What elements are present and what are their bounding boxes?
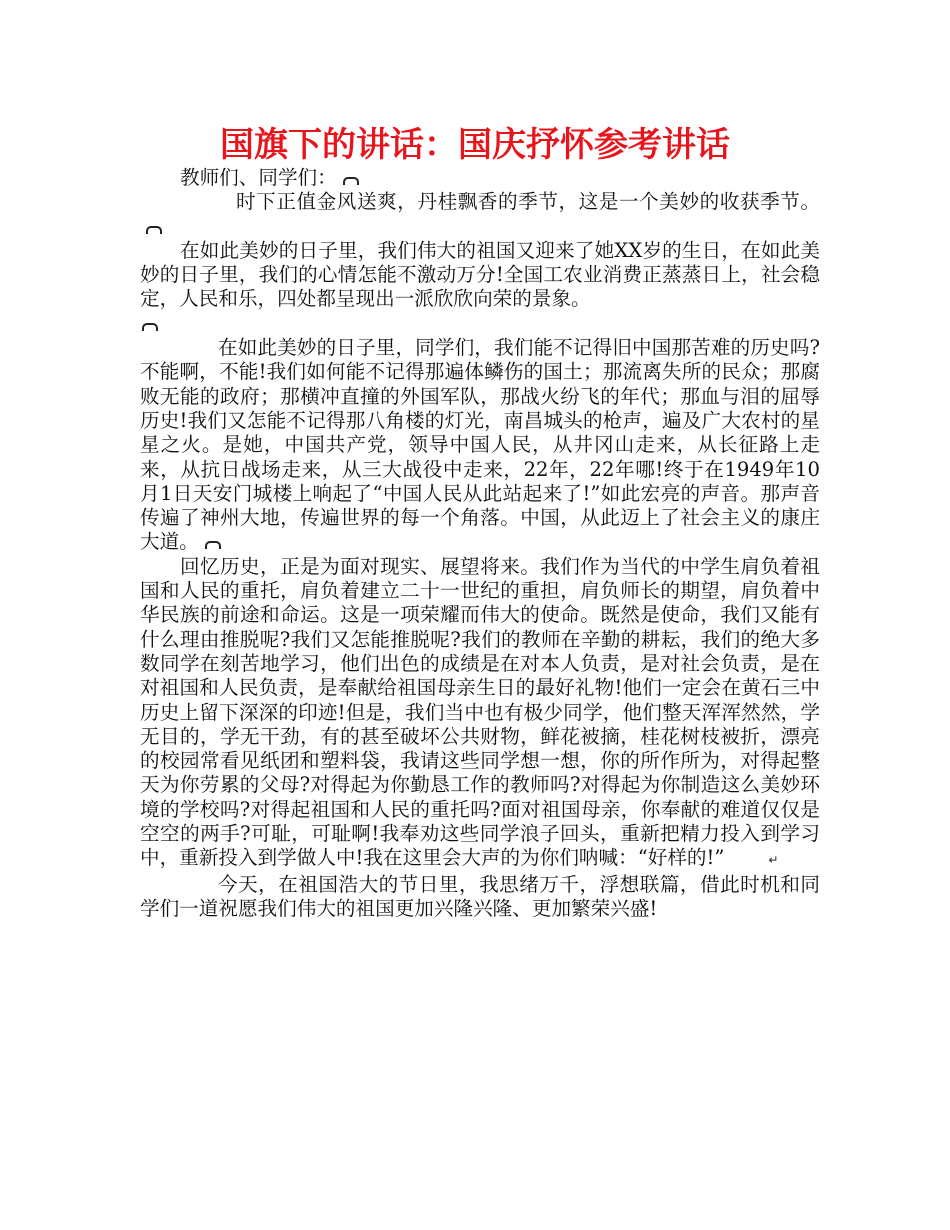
paragraph-mark-line — [140, 312, 820, 336]
paragraph-mark-icon — [343, 177, 359, 185]
paragraph-1 — [140, 190, 820, 239]
line-break-icon: ↵ — [768, 853, 779, 868]
document-title: 国旗下的讲话：国庆抒怀参考讲话 — [220, 125, 730, 165]
paragraph-2-text: 在如此美妙的日子里，我们伟大的祖国又迎来了她XX岁的生日，在如此美妙的日子里，我们的心情怎能不激动万分!全国工农业消费正蒸蒸日上，社会稳定，人民和乐，四处都呈现出一派欣欣向荣的景象。 — [140, 238, 820, 311]
paragraph-5-text: 今天，在祖国浩大的节日里，我思绪万千，浮想联篇，借此时机和同学们一道祝愿我们伟大的祖国更加兴隆兴隆、更加繁荣兴盛! — [140, 872, 820, 920]
paragraph-3-text: 在如此美妙的日子里，同学们，我们能不记得旧中国那苦难的历史吗?不能啊，不能!我们如何能不记得那遍体鳞伤的国土；那流离失所的民众；那腐败无能的政府；那横冲直撞的外国军队，那战火纷飞的年代；那血与泪的屈辱历史!我们又怎能不记得那八角楼的灯光，南昌城头的枪声，遍及广大农村的星星之火。是她，中国共产党，领导中国人民，从井冈山走来，从长征路上走来，从抗日战场走来，从三大战役中走来，22年，22年哪!终于在1949年10月1日天安门城楼上响起了“中国人民从此站起来了!”如此宏亮的声音。那声音传遍了神州大地，传遍世界的每一个角落。中国，从此迈上了社会主义的康庄大道。 — [140, 336, 820, 554]
document-body — [140, 166, 820, 921]
paragraph-mark-icon — [146, 226, 162, 234]
paragraph-mark-icon — [142, 323, 158, 331]
greeting-text: 教师们、同学们： — [180, 166, 337, 189]
paragraph-1-text: 时下正值金风送爽，丹桂飘香的季节，这是一个美妙的收获季节。 — [236, 190, 820, 214]
paragraph-4-text: 回忆历史，正是为面对现实、展望将来。我们作为当代的中学生肩负着祖国和人民的重托，肩负着建立二十一世纪的重担，肩负师长的期望，肩负着中华民族的前途和命运。这是一项荣耀而伟大的使命。既然是使命，我们又能有什么理由推脱呢?我们又怎能推脱呢?我们的教师在辛勤的耕耘，我们的绝大多数同学在刻苦地学习，他们出色的成绩是在对本人负责，是对社会负责，是在对祖国和人民负责，是奉献给祖国母亲生日的最好礼物!他们一定会在黄石三中历史上留下深深的印迹!但是，我们当中也有极少同学，他们整天浑浑然然，学无目的，学无干劲，有的甚至破坏公共财物，鲜花被摘，桂花树枝被折，漂亮的校园常看见纸团和塑料袋，我请这些同学想一想，你的所作所为，对得起整天为你劳累的父母?对得起为你勤恳工作的教师吗?对得起为你制造这么美妙环境的学校吗?对得起祖国和人民的重托吗?面对祖国母亲，你奉献的难道仅仅是空空的两手?可耻，可耻啊!我奉劝这些同学浪子回头，重新把精力投入到学习中，重新投入到学做人中!我在这里会大声的为你们呐喊：“好样的!” — [140, 554, 820, 870]
paragraph-5 — [140, 873, 820, 922]
greeting — [140, 166, 820, 190]
paragraph-mark-icon — [205, 541, 221, 549]
paragraph-4 — [140, 555, 820, 873]
paragraph-2 — [140, 239, 820, 312]
paragraph-3 — [140, 336, 820, 555]
